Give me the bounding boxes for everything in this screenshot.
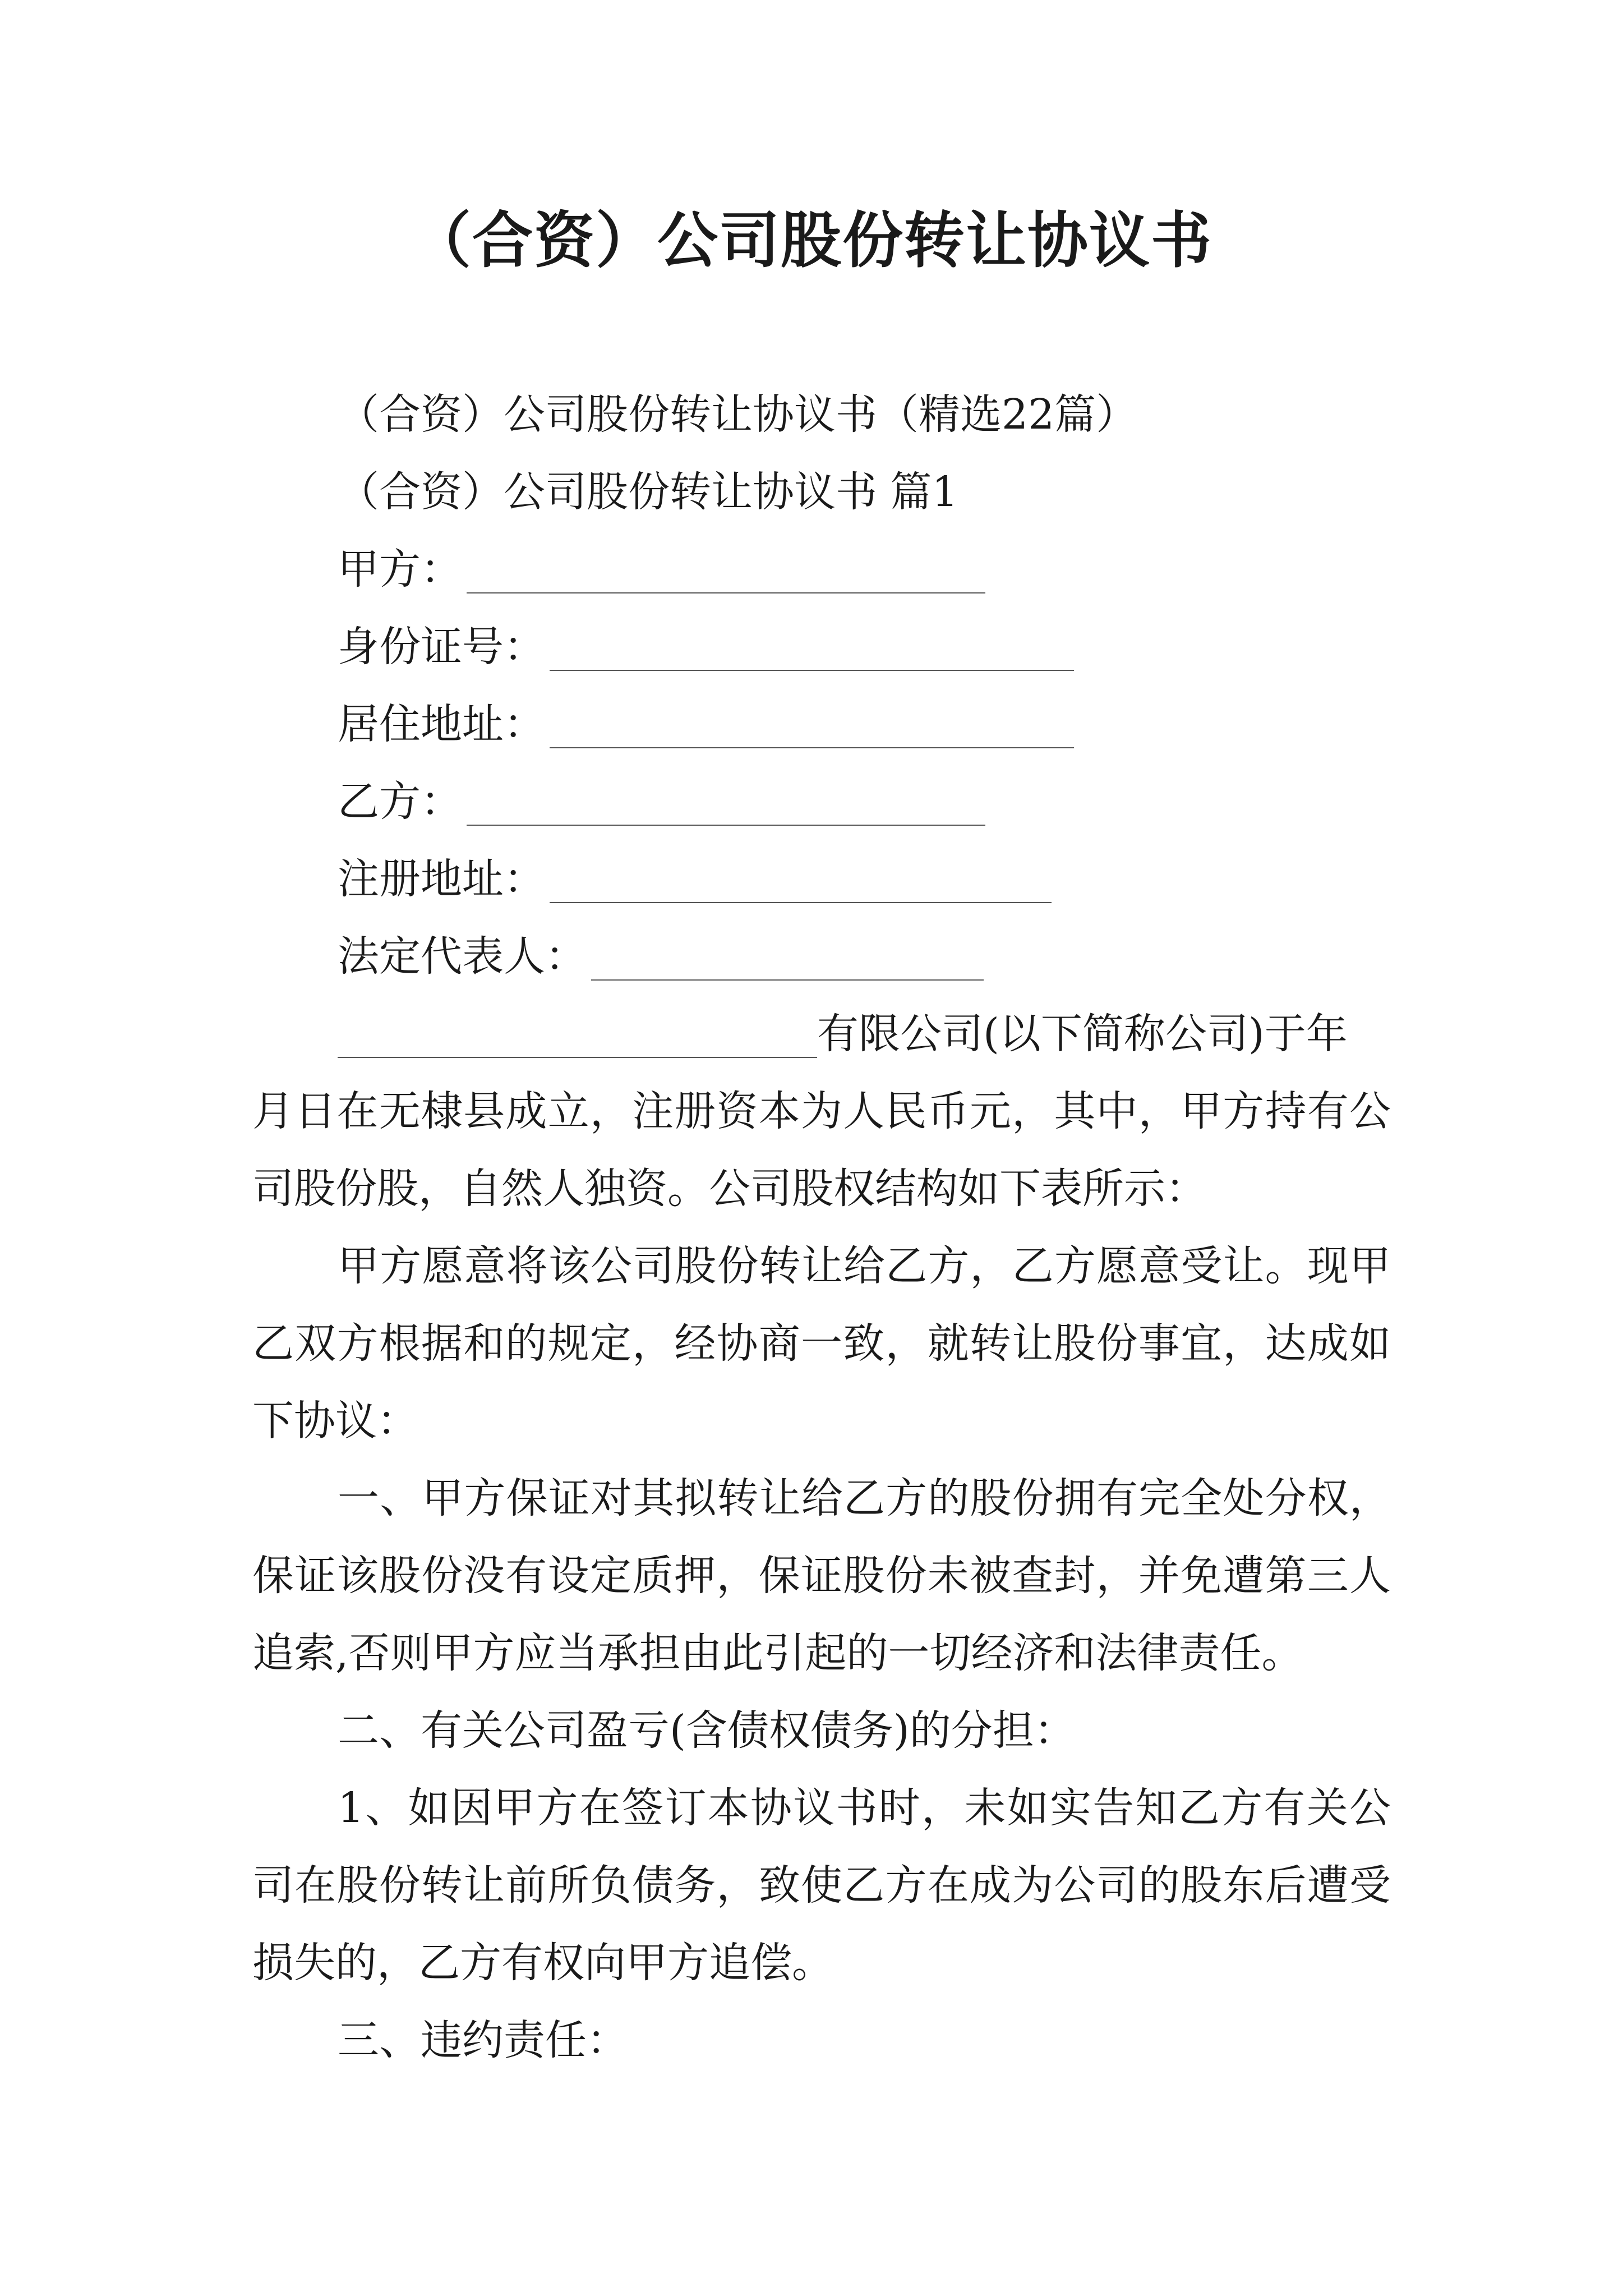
legal-rep-label: 法定代表人： [338,932,587,981]
residence-blank[interactable] [550,747,1074,748]
company-name-blank[interactable] [338,1056,817,1058]
party-b-blank[interactable] [467,824,985,826]
paragraph-2: 甲方愿意将该公司股份转让给乙方，乙方愿意受让。现甲乙双方根据和的规定，经协商一致，就转让股份事宜，达成如下协议： [252,1242,1391,1445]
party-b-label: 乙方： [338,777,462,826]
paragraph-1: 月日在无棣县成立，注册资本为人民币元，其中，甲方持有公司股份股，自然人独资。公司股权结构如下表所示： [252,1087,1391,1213]
document-body [252,376,1391,2079]
reg-address-label: 注册地址： [338,855,545,903]
party-a-blank[interactable] [467,592,985,593]
paragraph-6: 三、违约责任： [338,2016,628,2064]
id-number-label: 身份证号： [338,623,545,671]
company-name-line [252,995,1391,1073]
paragraph-3: 一、甲方保证对其拟转让给乙方的股份拥有完全处分权，保证该股份没有设定质押，保证股份未被查封，并免遭第三人追索,否则甲方应当承担由此引起的一切经济和法律责任。 [252,1474,1391,1677]
residence-field [252,685,1391,763]
party-a-field [252,531,1391,608]
id-number-field [252,608,1391,685]
reg-address-blank[interactable] [550,901,1052,903]
document-subtitle: （合资）公司股份转让协议书（精选22篇） [338,390,1138,439]
reg-address-field [252,840,1391,918]
legal-rep-blank[interactable] [591,979,984,981]
residence-label: 居住地址： [338,700,545,748]
paragraph-1-tail: 有限公司(以下简称公司)于年 [817,1010,1348,1058]
paragraph-4: 二、有关公司盈亏(含债权债务)的分担： [338,1706,1076,1755]
legal-rep-field [252,918,1391,995]
party-b-field [252,763,1391,840]
party-a-label: 甲方： [338,545,462,593]
paragraph-5: 1、如因甲方在签订本协议书时，未如实告知乙方有关公司在股份转让前所负债务，致使乙方在成为公司的股东后遭受损失的，乙方有权向甲方追偿。 [252,1784,1391,1987]
section-heading: （合资）公司股份转让协议书 篇1 [338,468,958,516]
id-number-blank[interactable] [550,669,1074,671]
document-title: （合资）公司股份转让协议书 [410,206,1212,276]
